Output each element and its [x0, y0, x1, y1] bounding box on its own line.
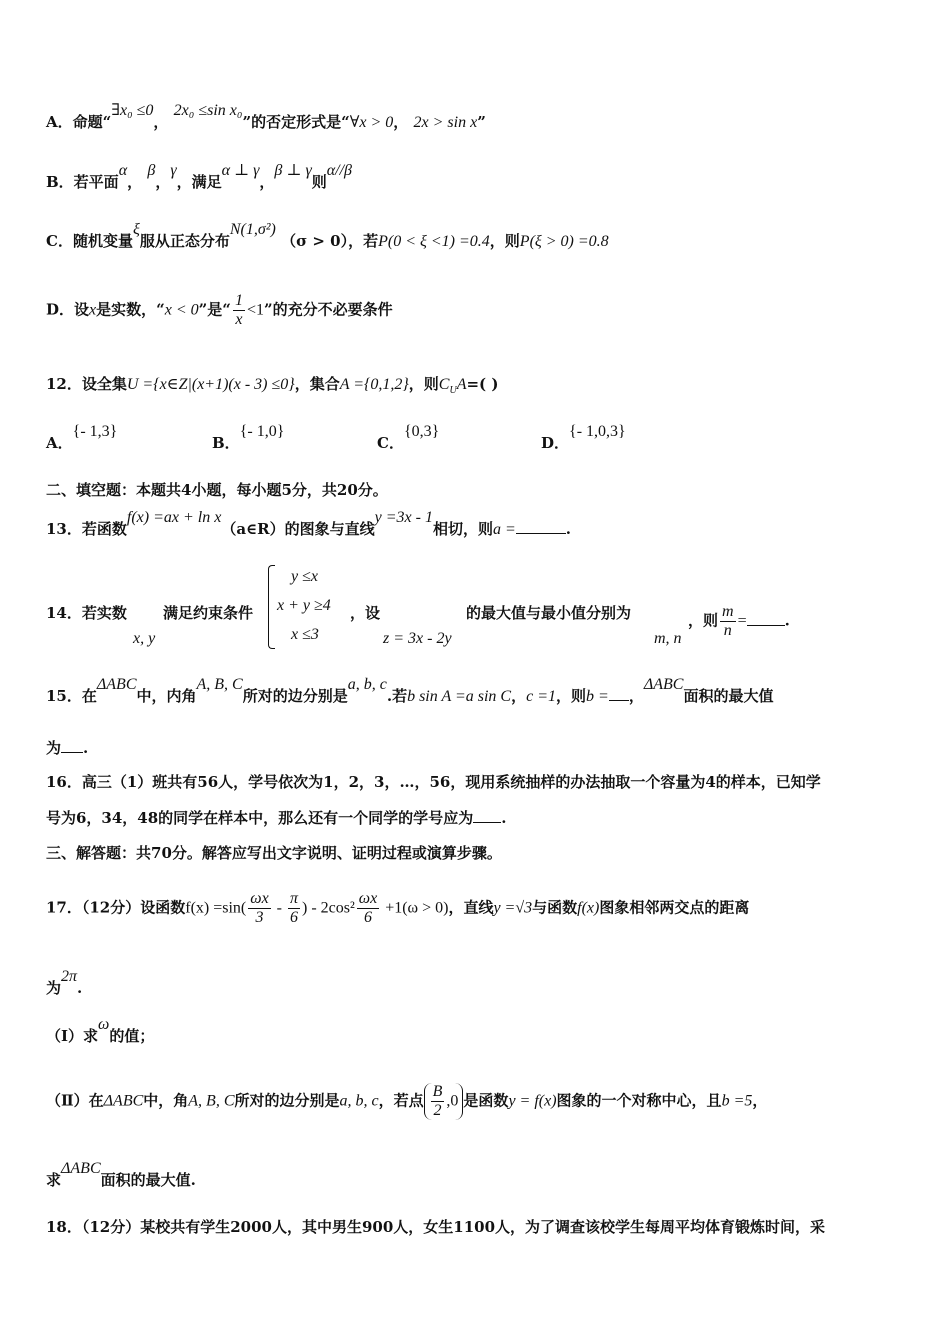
question-17-part-2: （Ⅱ）在ΔABC中，角A, B, C所对的边分别是a, b, c，若点 $\frac{B}{2}$ ,0 是函数y = f(x)图象的一个对称中心，且b =5， — [46, 1083, 768, 1119]
q14-then: ，则 $\frac{m}{n}$ = . — [688, 603, 790, 639]
question-17-cont: 为2π. — [46, 968, 83, 997]
fraction: $\frac{\pi}{6}$ — [290, 890, 299, 926]
answer-blank — [609, 686, 629, 701]
q14-mn: m, n — [654, 630, 682, 647]
fraction: $\frac{1}{x}$ — [234, 292, 243, 328]
fraction: $\frac{m}{n}$ — [722, 603, 734, 639]
q14-let: ，设 — [350, 604, 381, 622]
answer-blank — [747, 611, 785, 626]
constraint-2: x + y ≥4 — [277, 597, 331, 614]
q12-option-c: C．{0,3} — [377, 423, 440, 452]
section-3-heading: 三、解答题：共70分。解答应写出文字说明、证明过程或演算步骤。 — [46, 844, 502, 862]
point-coordinates: $\frac{B}{2}$ ,0 — [424, 1083, 464, 1120]
brace-icon — [268, 565, 275, 649]
q14-z: z = 3x - 2y — [383, 630, 452, 647]
q12-option-a: A．{- 1,3} — [46, 423, 118, 452]
answer-blank — [516, 519, 566, 534]
question-16: 16．高三（1）班共有56人，学号依次为1，2，3，…，56，现用系统抽样的办法抽取一个容量为4的样本，已知学 — [46, 773, 821, 791]
question-17-part-1: （Ⅰ）求ω的值； — [46, 1016, 155, 1045]
q14-text-2: 的最大值与最小值分别为 — [466, 604, 632, 622]
question-13: 13．若函数f(x) =ax + ln x（a∈R）的图象与直线y =3x - 1相切，则a = . — [46, 509, 572, 538]
option-d: D．设x是实数，“x < 0”是“ $\frac{1}{x}$ <1”的充分不必要条件 — [46, 292, 393, 328]
question-16-cont: 号为6，34，48的同学在样本中，那么还有一个同学的学号应为 . — [46, 809, 507, 827]
option-a: A．命题“∃x₀ ≤0， 2x₀ ≤sin x₀”的否定形式是“∀x > 0， 2x > sin x” — [46, 102, 486, 131]
fraction: $\frac{\omega x}{6}$ — [358, 890, 378, 926]
answer-blank — [473, 808, 501, 823]
question-17: 17．（12分）设函数f(x) =sin( $\frac{\omega x}{3}$ - $\frac{\pi}{6}$ ) - 2cos² $\frac{\omega x}{6}$ +1(ω > 0)，直线y =√3与函数f(x)图象相邻两交点的距离 — [46, 890, 750, 926]
q12-option-b: B．{- 1,0} — [212, 423, 285, 452]
answer-blank — [61, 738, 83, 753]
fraction: $\frac{B}{2}$ — [432, 1083, 443, 1119]
question-12: 12．设全集U ={x∈Z|(x+1)(x - 3) ≤0}，集合A ={0,1,2}，则$C_UA=$( ) — [46, 375, 499, 396]
question-15-cont: 为 . — [46, 739, 89, 757]
option-b: B．若平面α， β，γ，满足α ⊥ γ，β ⊥ γ则α//β — [46, 162, 353, 191]
fraction: $\frac{\omega x}{3}$ — [250, 890, 269, 926]
q14-vars: x, y — [133, 630, 156, 647]
question-15: 15．在ΔABC中，内角A, B, C所对的边分别是a, b, c.若b sin A =a sin C，c =1，则b = ，ΔABC面积的最大值 — [46, 676, 774, 705]
q12-option-d: D．{- 1,0,3} — [541, 423, 626, 452]
section-2-heading: 二、填空题：本题共4小题，每小题5分，共20分。 — [46, 481, 388, 499]
constraint-3: x ≤3 — [291, 626, 319, 643]
question-17-part-2-cont: 求ΔABC面积的最大值. — [46, 1160, 196, 1189]
q14-text: 满足约束条件 — [163, 604, 254, 622]
constraint-1: y ≤x — [291, 568, 318, 585]
option-c: C．随机变量ξ服从正态分布N(1,σ²) （σ > 0），若P(0 < ξ <1) =0.4，则P(ξ > 0) =0.8 — [46, 221, 609, 250]
question-14: 14．若实数 — [46, 604, 127, 622]
question-18: 18．（12分）某校共有学生2000人，其中男生900人，女生1100人，为了调查该校学生每周平均体育锻炼时间，采 — [46, 1218, 826, 1236]
